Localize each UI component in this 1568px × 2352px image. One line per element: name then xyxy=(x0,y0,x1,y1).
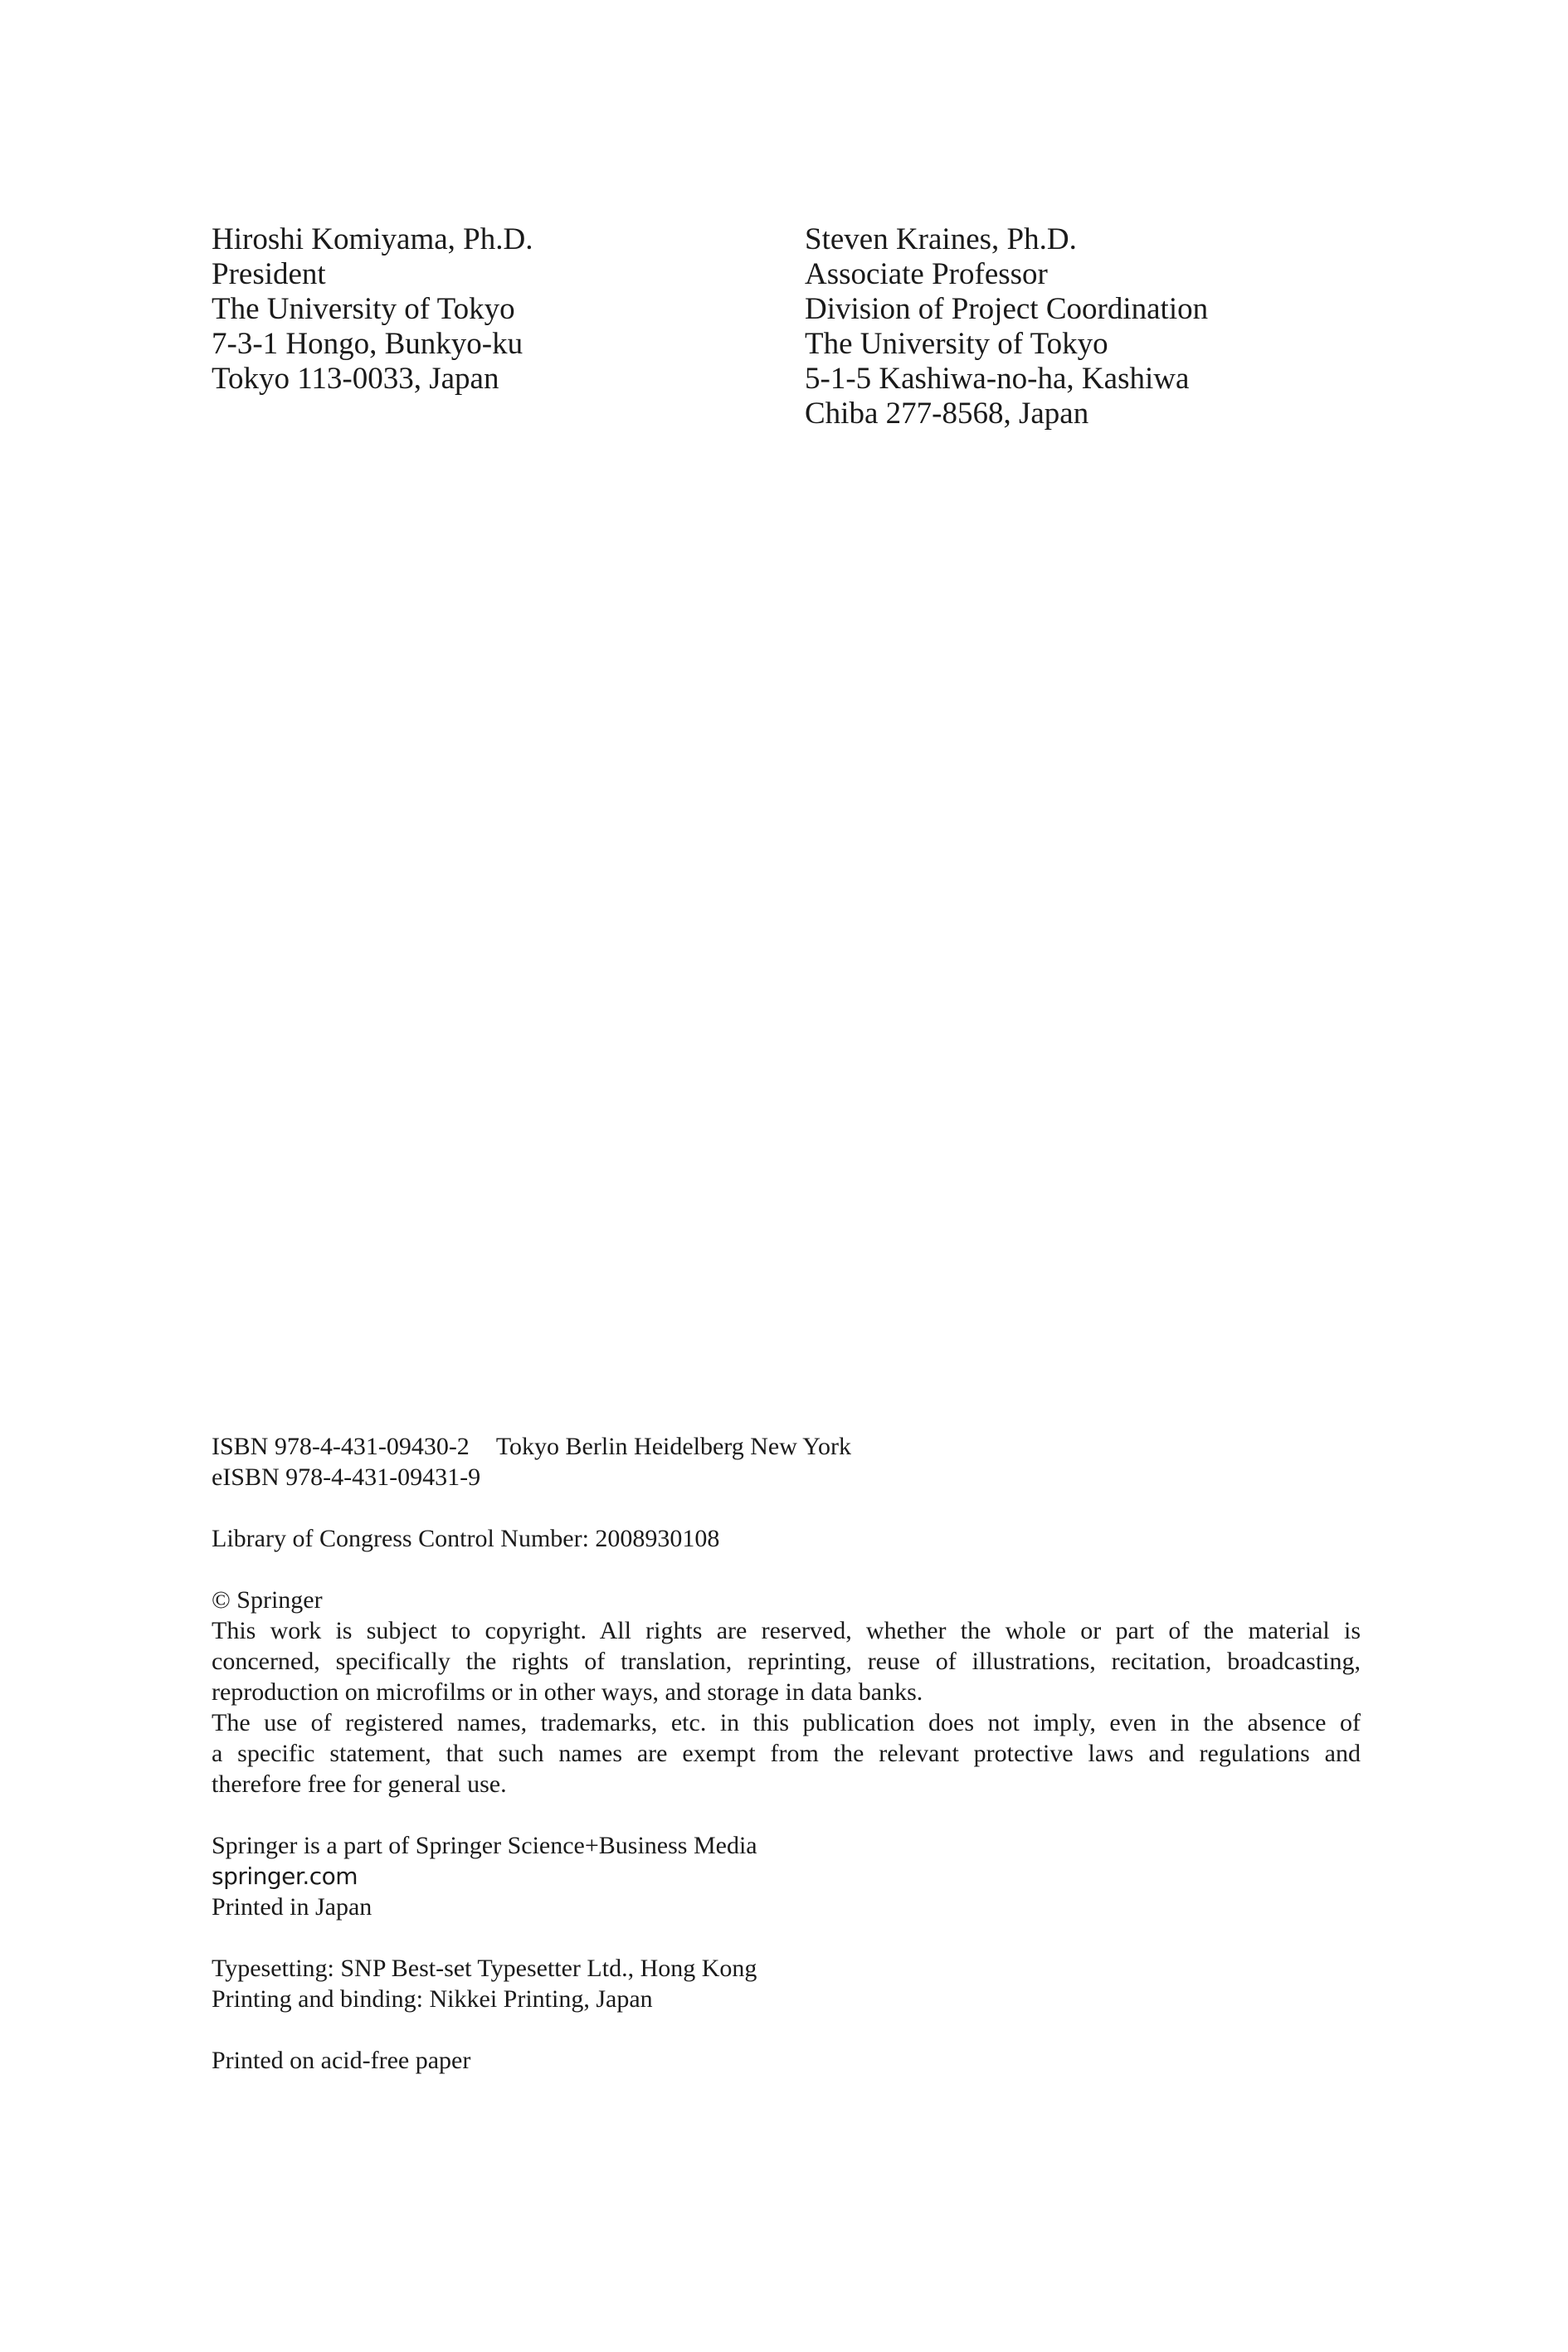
printing-binding: Printing and binding: Nikkei Printing, Japan xyxy=(212,1985,653,2013)
publisher-part: Springer is a part of Springer Science+Business Media xyxy=(212,1832,757,1859)
author-block-komiyama xyxy=(212,222,533,397)
imprint-block xyxy=(212,1431,1361,2076)
paper-note: Printed on acid-free paper xyxy=(212,2047,471,2074)
author-address-line: Chiba 277-8568, Japan xyxy=(805,397,1089,431)
trademark-line: a specific statement, that such names are exempt from the relevant protective laws and regulations and xyxy=(212,1740,1361,1767)
eisbn: eISBN 978-4-431-09431-9 xyxy=(212,1463,481,1491)
author-address-line: Tokyo 113-0033, Japan xyxy=(212,362,499,396)
publisher-cities: Tokyo Berlin Heidelberg New York xyxy=(495,1433,851,1460)
author-title: Associate Professor xyxy=(805,257,1048,291)
author-address-line: 7-3-1 Hongo, Bunkyo-ku xyxy=(212,327,523,361)
lccn: Library of Congress Control Number: 2008930108 xyxy=(212,1525,720,1552)
copyright-holder: © Springer xyxy=(212,1586,323,1614)
isbn: ISBN 978-4-431-09430-2 xyxy=(212,1433,470,1460)
author-name: Steven Kraines, Ph.D. xyxy=(805,222,1077,256)
author-block-kraines xyxy=(805,222,1208,431)
trademark-line: therefore free for general use. xyxy=(212,1770,507,1798)
trademark-line: The use of registered names, trademarks, etc. in this publication does not imply, even in the absence of xyxy=(212,1709,1361,1736)
author-address-line: The University of Tokyo xyxy=(805,327,1108,361)
author-address-line: 5-1-5 Kashiwa-no-ha, Kashiwa xyxy=(805,362,1190,396)
author-name: Hiroshi Komiyama, Ph.D. xyxy=(212,222,533,256)
printed-in: Printed in Japan xyxy=(212,1893,373,1921)
copyright-line: reproduction on microfilms or in other ways, and storage in data banks. xyxy=(212,1678,923,1706)
copyright-line: This work is subject to copyright. All rights are reserved, whether the whole or part of the material is xyxy=(212,1617,1361,1644)
author-title: President xyxy=(212,257,326,291)
website: springer.com xyxy=(212,1863,358,1890)
isbn-line xyxy=(212,1431,1361,1462)
author-address-line: Division of Project Coordination xyxy=(805,292,1209,326)
author-address-line: The University of Tokyo xyxy=(212,292,515,326)
typesetting: Typesetting: SNP Best-set Typesetter Ltd., Hong Kong xyxy=(212,1955,757,1982)
copyright-line: concerned, specifically the rights of translation, reprinting, reuse of illustrations, recitation, broadcasting, xyxy=(212,1648,1361,1675)
